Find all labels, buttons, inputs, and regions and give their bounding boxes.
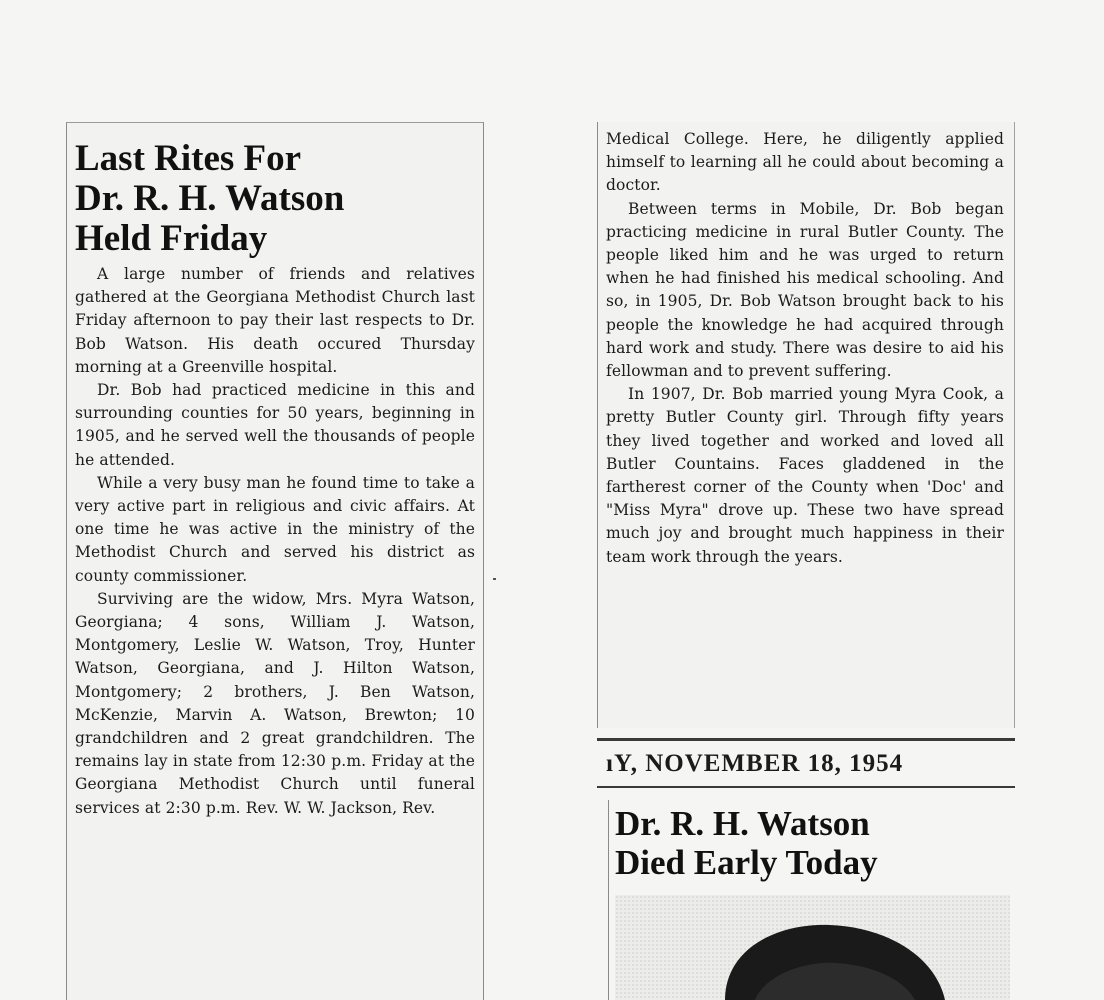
divider-rule [597,738,1015,741]
article-paragraph: Surviving are the widow, Mrs. Myra Watson, Georgiana; 4 sons, William J. Watson, Montgomery, Leslie W. Watson, Troy, Hunter Watson, Georgiana, and J. Hilton Watson, Montgomery; 2 brothers, J. Ben Watson, McKenzie, Marvin A. Watson, Brewton; 10 grandchildren and 2 great grandchildren. The remains lay in state from 12:30 p.m. Friday at the Georgiana Methodist Church until funeral services at 2:30 p.m. Rev. W. W. Jackson, Rev. [75,589,475,817]
article-paragraph: Medical College. Here, he diligently applied himself to learning all he could about becoming a doctor. [606,130,1004,195]
headline-last-rites: Last Rites For Dr. R. H. Watson Held Friday [75,138,345,259]
obituary-clipping-right [597,122,1015,728]
article-paragraph: A large number of friends and relatives gathered at the Georgiana Methodist Church last Friday afternoon to pay their last respects to Dr. Bob Watson. His death occured Thursday morning at a Greenville hospital. [75,265,475,376]
newspaper-dateline: ıY, NOVEMBER 18, 1954 [606,750,904,777]
print-speck [493,578,496,580]
article-paragraph: Between terms in Mobile, Dr. Bob began practicing medicine in rural Butler County. The people liked him and he was urged to return when he had finished his medical schooling. And so, in 1905, Dr. Bob Watson brought back to his people the knowledge he had acquired through hard work and study. There was desire to aid his fellowman and to prevent suffering. [606,199,1004,381]
portrait-photo [615,895,1010,1000]
article-paragraph: In 1907, Dr. Bob married young Myra Cook, a pretty Butler County girl. Through fifty years they lived together and worked and loved all Butler Countains. Faces gladdened in the fartherest corner of the County when 'Doc' and "Miss Myra" drove up. These two have spread much joy and brought much happiness in their team work through the years. [606,385,1004,566]
article-paragraph: Dr. Bob had practiced medicine in this and surrounding counties for 50 years, beginning in 1905, and he served well the thousands of people he attended. [75,381,475,469]
obituary-clipping-left [66,122,484,1000]
divider-rule [597,786,1015,788]
article-paragraph: While a very busy man he found time to take a very active part in religious and civic affairs. At one time he was active in the ministry of the Methodist Church and served his district as county commissioner. [75,473,475,585]
headline-died-early-today: Dr. R. H. Watson Died Early Today [615,804,878,882]
portrait-photo-image [615,895,1010,1000]
